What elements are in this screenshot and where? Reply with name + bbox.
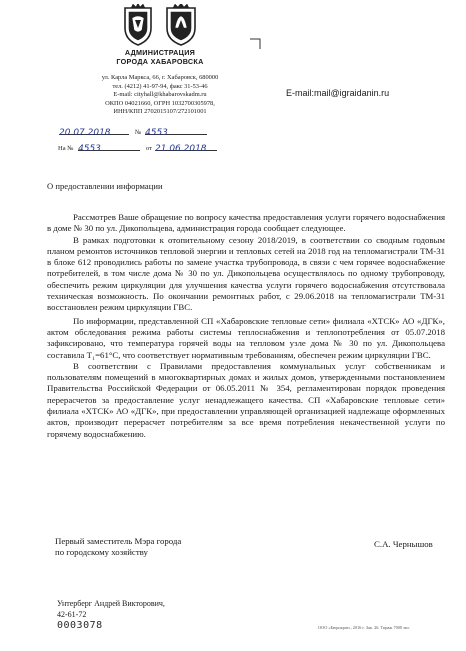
okpo-ogrn: ОКПО 04021660, ОГРН 1032700305978, xyxy=(105,99,215,107)
corner-mark-icon xyxy=(250,38,261,49)
executor-info xyxy=(57,598,165,620)
paragraph: В соответствии с Правилами предоставления коммунальных услуг собственникам и пользователям помещений в многоквартирных домах и жилых домов, утвержденными постановлением Правительства Российской Федерации от 06.05.2011 № 354, регламентирован порядок проведения перерасчетов за предоставление услуг ненадлежащего качества. СП «Хабаровские тепловые сети» филиала «ХТСК» АО «ДГК», при предоставлении управляющей организацией надлежаще оформленных актов, производит перерасчет потребителям за все время потребления некачественной услуги по горячему водоснабжению. xyxy=(47,360,445,439)
letter-body xyxy=(47,212,445,440)
on-number-label: На № xyxy=(58,145,74,152)
recipient-email: E-mail:mail@igraidanin.ru xyxy=(286,88,390,98)
paragraph: По информации, представленной СП «Хабаровские тепловые сети» филиала «ХТСК» АО «ДГК», актом обследования режима работы системы теплоснабжения и теплопотребления от 05.07.2018 зафиксировано, что температура горячей воды на тепловом узле дома № 30 по ул. Дикопольцева составила T₁=61°C, что соответствует нормативным требованиям, обеспечен режим циркуляции ГВС. xyxy=(47,315,445,360)
registration-number-field xyxy=(145,122,207,138)
org-line-1: АДМИНИСТРАЦИЯ xyxy=(124,48,196,57)
serial-stamp: 0003078 xyxy=(57,620,103,631)
registration-date-field xyxy=(59,122,129,138)
reference-number: 4553 xyxy=(78,144,101,154)
org-line-2: ГОРОДА ХАБАРОВСКА xyxy=(116,57,204,66)
phone-fax: тел. (4212) 41-97-94, факс 31-53-46 xyxy=(112,82,208,90)
signer-position xyxy=(55,536,181,558)
signer-name: С.А. Чернышов xyxy=(374,539,433,549)
executor-name: Унтерберг Андрей Викторович, xyxy=(57,599,165,608)
paragraph: Рассмотрев Ваше обращение по вопросу качества предоставления услуги горячего водоснабжения в доме № 30 по ул. Дикопольцева, администрация города сообщает следующее. xyxy=(47,212,445,234)
position-line-1: Первый заместитель Мэра города xyxy=(55,536,182,546)
sender-email: E-mail: cityhall@khabarovskadm.ru xyxy=(113,91,207,98)
reference-number-field xyxy=(78,138,140,154)
executor-phone: 42-61-72 xyxy=(57,610,87,619)
position-line-2: по городскому хозяйству xyxy=(55,547,148,557)
organization-name xyxy=(96,48,224,66)
sender-requisites xyxy=(78,74,242,117)
address: ул. Карла Маркса, 66, г. Хабаровск, 680000 xyxy=(101,74,219,81)
from-label: от xyxy=(146,145,153,152)
registration-number: 4553 xyxy=(145,128,168,138)
coat-of-arms-icon xyxy=(117,4,203,48)
number-label: № xyxy=(135,129,142,136)
reference-date-field xyxy=(155,138,217,154)
letter-subject: О предоставлении информации xyxy=(47,181,163,191)
registration-date: 20.07.2018 xyxy=(59,128,111,138)
print-footnote: ООО «Бюрократ», 2016 г. Зак. 26. Тираж 7000 экз. xyxy=(318,625,410,630)
paragraph: В рамках подготовки к отопительному сезону 2018/2019, в соответствии со сводным годовым планом ремонтов источников тепловой энергии и тепловых сетей на 2018 год на тепломагистрали ТМ-31 в блоке 612 проводились работы по замене участка трубопровода, в связи с чем горячее водоснабжение потребителей, в том числе дома № 30 по ул. Дикопольцева осуществлялось по одному трубопроводу, обеспечить режим циркуляции для улучшения качества услуги горячего водоснабжения отсутствовала техническая возможность. По окончании ремонтных работ, с 29.06.2018 на тепломагистрали ТМ-31 восстановлен режим циркуляции ГВС. xyxy=(47,234,445,313)
reference-date: 21.06.2018 xyxy=(155,144,207,154)
inn-kpp: ИНН/КПП 2702015107/272101001 xyxy=(113,108,207,115)
